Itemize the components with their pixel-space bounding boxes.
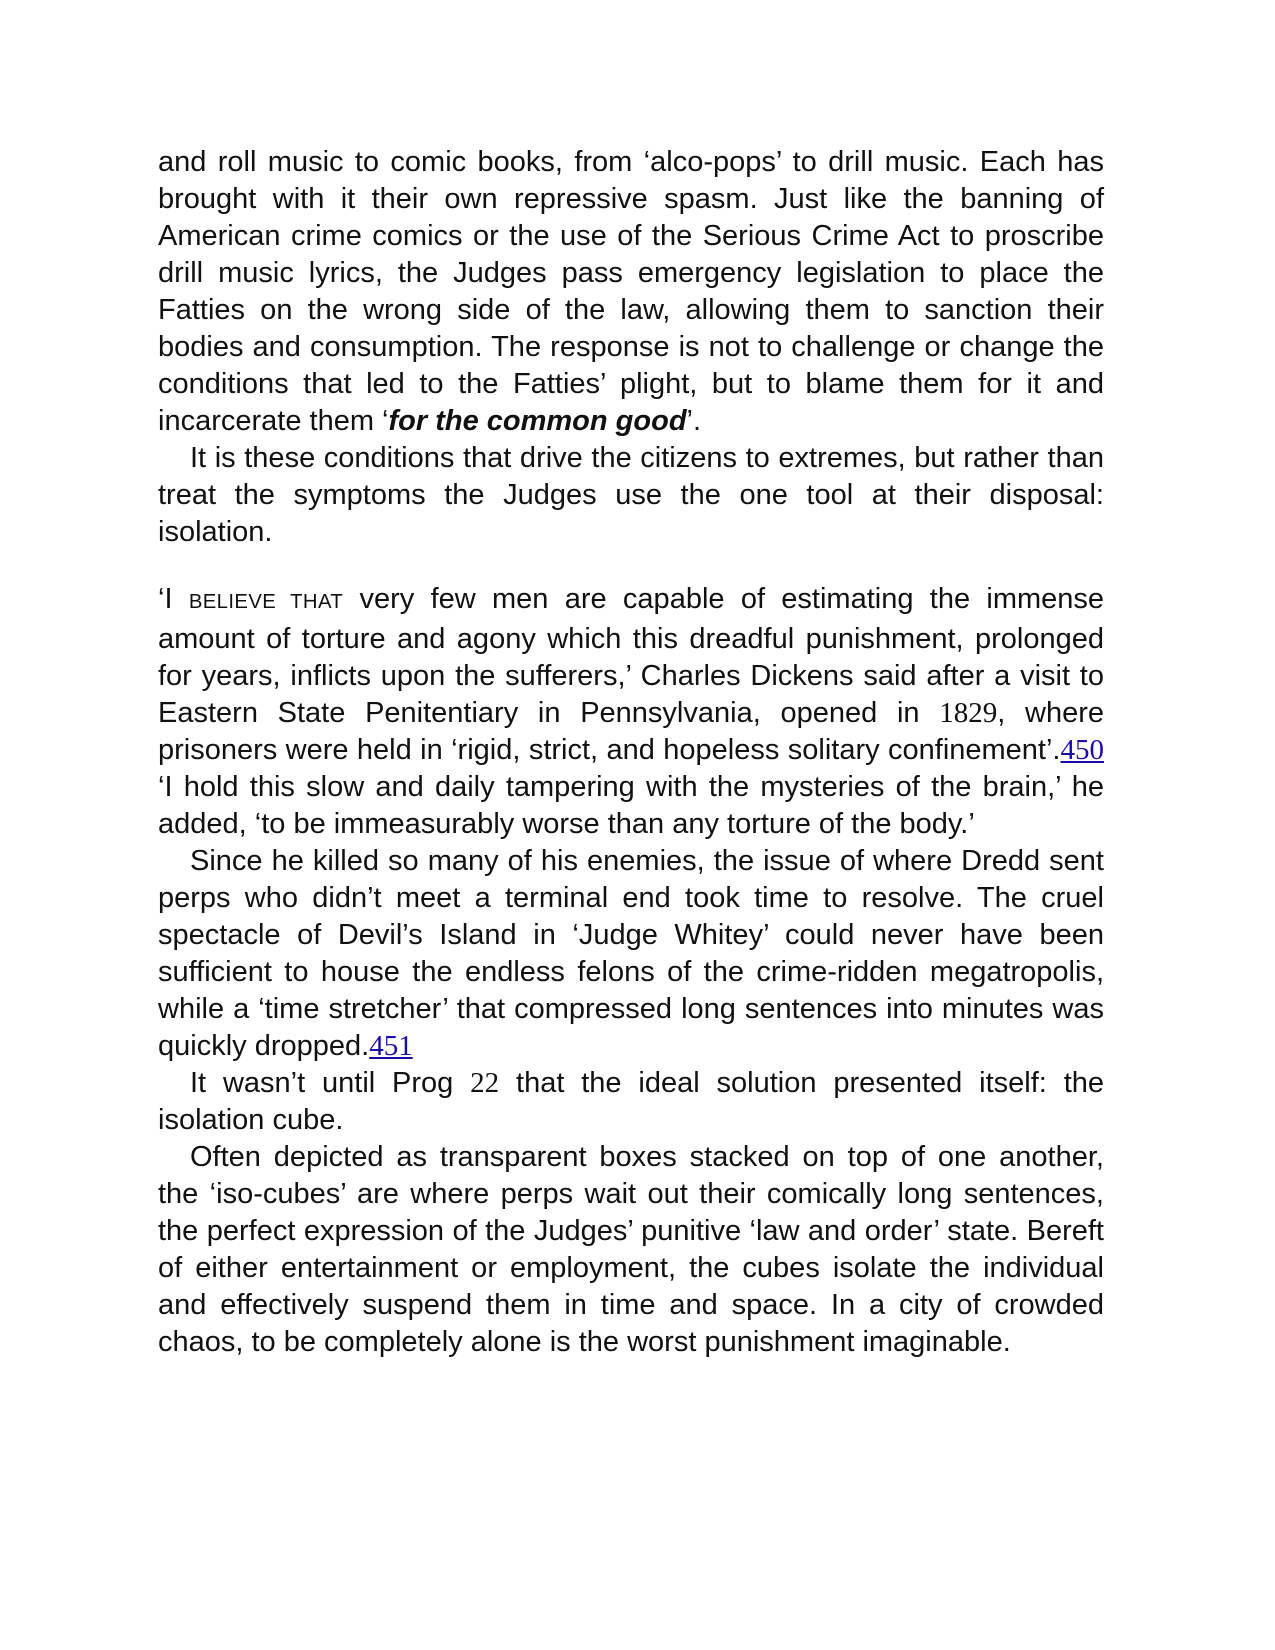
paragraph-4-text: Since he killed so many of his enemies, the issue of where Dredd sent perps who didn’t meet a terminal end took time to resolve. The cruel spectacle of Devil’s Island in ‘Judge Whitey’ could never have been sufficient to house the endless felons of the crime-ridden megatropolis, while a ‘time stretcher’ that compressed long sentences into minutes was quickly dropped.: [158, 845, 1104, 1062]
paragraph-3: [158, 581, 1104, 843]
paragraph-5: [158, 1065, 1104, 1139]
paragraph-1: [158, 144, 1104, 440]
emphasis-for-the-common-good: for the common good: [388, 405, 687, 437]
paragraph-5-text-a: It wasn’t until Prog: [190, 1067, 471, 1099]
paragraph-1-text: and roll music to comic books, from ‘alco-pops’ to drill music. Each has brought with it their own repressive spasm. Just like the banning of American crime comics or the use of the Serious Crime Act to proscribe drill music lyrics, the Judges pass emergency legislation to place the Fatties on the wrong side of the law, allowing them to sanction their bodies and consumption. The response is not to challenge or change the conditions that led to the Fatties’ plight, but to blame them for it and incarcerate them ‘: [158, 146, 1104, 437]
section-break: [158, 551, 1104, 581]
smallcaps-opening: BELIEVE THAT: [188, 591, 344, 613]
prog-number: 22: [470, 1067, 500, 1099]
paragraph-3-text-a: very few men are capable of estimating the immense amount of torture and agony which this dreadful punishment, prolonged for years, inflicts upon the sufferers,’ Charles Dickens said after a visit to Eastern State Penitentiary in Pennsylvania, opened in: [158, 583, 1105, 729]
paragraph-3-open: ‘I: [158, 583, 189, 615]
paragraph-3-text-b: , where prisoners were held in ‘rigid, strict, and hopeless solitary confinement’.: [158, 697, 1104, 766]
paragraph-1-end: ’.: [686, 405, 702, 437]
paragraph-2: It is these conditions that drive the citizens to extremes, but rather than treat the symptoms the Judges use the one tool at their disposal: isolation.: [158, 442, 1104, 548]
paragraph-3-text-c: ‘I hold this slow and daily tampering with the mysteries of the brain,’ he added, ‘to be immeasurably worse than any torture of the body.’: [158, 771, 1104, 840]
book-page: [158, 144, 1104, 1361]
paragraph-5-text-b: that the ideal solution presented itself: the isolation cube.: [158, 1067, 1105, 1136]
paragraph-6: Often depicted as transparent boxes stacked on top of one another, the ‘iso-cubes’ are where perps wait out their comically long sentences, the perfect expression of the Judges’ punitive ‘law and order’ state. Bereft of either entertainment or employment, the cubes isolate the individual and effectively suspend them in time and space. In a city of crowded chaos, to be completely alone is the worst punishment imaginable.: [158, 1141, 1104, 1358]
year-1829: 1829: [939, 697, 998, 729]
footnote-link-451[interactable]: 451: [369, 1030, 413, 1062]
footnote-link-450[interactable]: 450: [1060, 734, 1104, 766]
paragraph-4: [158, 843, 1104, 1065]
